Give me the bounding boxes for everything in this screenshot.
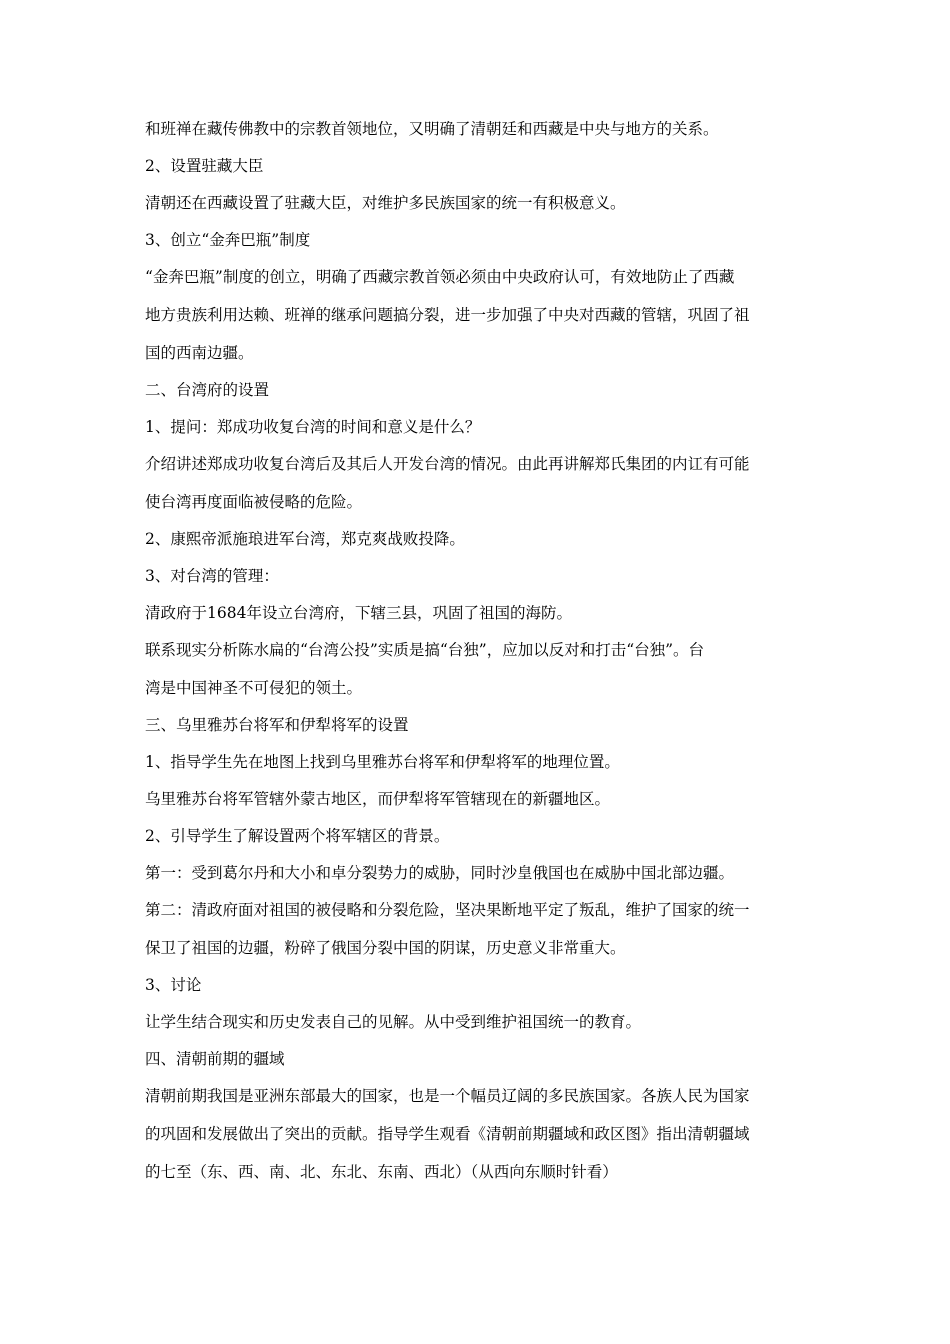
paragraph [145, 454, 809, 512]
subheading: 2、设置驻藏大臣 [145, 157, 264, 175]
paragraph [145, 1086, 809, 1182]
subheading: 2、康熙帝派施琅进军台湾，郑克爽战败投降。 [145, 530, 465, 548]
paragraph [145, 640, 809, 698]
text-line: 的巩固和发展做出了突出的贡献。指导学生观看《清朝前期疆域和政区图》指出清朝疆域 [145, 1125, 750, 1143]
text-line: 乌里雅苏台将军管辖外蒙古地区，而伊犁将军管辖现在的新疆地区。 [145, 790, 611, 808]
text-line: 清朝还在西藏设置了驻藏大臣，对维护多民族国家的统一有积极意义。 [145, 194, 626, 212]
text-line: 国的西南边疆。 [145, 344, 254, 362]
subheading: 3、对台湾的管理： [145, 567, 279, 585]
text-line: 介绍讲述郑成功收复台湾后及其后人开发台湾的情况。由此再讲解郑氏集团的内讧有可能 [145, 455, 750, 473]
text-line: 地方贵族利用达赖、班禅的继承问题搞分裂，进一步加强了中央对西藏的管辖，巩固了祖 [145, 306, 750, 324]
section-heading: 二、台湾府的设置 [145, 381, 270, 399]
subheading: 1、提问：郑成功收复台湾的时间和意义是什么？ [145, 418, 481, 436]
subheading: 2、引导学生了解设置两个将军辖区的背景。 [145, 827, 450, 845]
text-line: 保卫了祖国的边疆，粉碎了俄国分裂中国的阴谋，历史意义非常重大。 [145, 939, 626, 957]
text-line: 清朝前期我国是亚洲东部最大的国家，也是一个幅员辽阔的多民族国家。各族人民为国家 [145, 1087, 750, 1105]
paragraph [145, 267, 809, 363]
text-line: 清政府于1684年设立台湾府，下辖三县，巩固了祖国的海防。 [145, 604, 572, 622]
text-line: 第一：受到葛尔丹和大小和卓分裂势力的威胁，同时沙皇俄国也在威胁中国北部边疆。 [145, 864, 735, 882]
text-line: 让学生结合现实和历史发表自己的见解。从中受到维护祖国统一的教育。 [145, 1013, 642, 1031]
text-line: 的七至（东、西、南、北、东北、东南、西北）（从西向东顺时针看） [145, 1163, 618, 1181]
text-line: “金奔巴瓶”制度的创立，明确了西藏宗教首领必须由中央政府认可，有效地防止了西藏 [145, 268, 735, 286]
subheading: 1、指导学生先在地图上找到乌里雅苏台将军和伊犁将军的地理位置。 [145, 753, 620, 771]
paragraph [145, 900, 809, 958]
section-heading: 四、清朝前期的疆域 [145, 1050, 285, 1068]
text-line: 联系现实分析陈水扁的“台湾公投”实质是搞“台独”，应加以反对和打击“台独”。台 [145, 641, 705, 659]
text-line: 湾是中国神圣不可侵犯的领土。 [145, 679, 363, 697]
document-page [145, 119, 809, 1182]
text-line: 和班禅在藏传佛教中的宗教首领地位，又明确了清朝廷和西藏是中央与地方的关系。 [145, 120, 719, 138]
text-line: 第二：清政府面对祖国的被侵略和分裂危险，坚决果断地平定了叛乱，维护了国家的统一 [145, 901, 750, 919]
text-line: 使台湾再度面临被侵略的危险。 [145, 493, 363, 511]
subheading: 3、讨论 [145, 976, 202, 994]
subheading: 3、创立“金奔巴瓶”制度 [145, 231, 311, 249]
section-heading: 三、乌里雅苏台将军和伊犁将军的设置 [145, 716, 409, 734]
